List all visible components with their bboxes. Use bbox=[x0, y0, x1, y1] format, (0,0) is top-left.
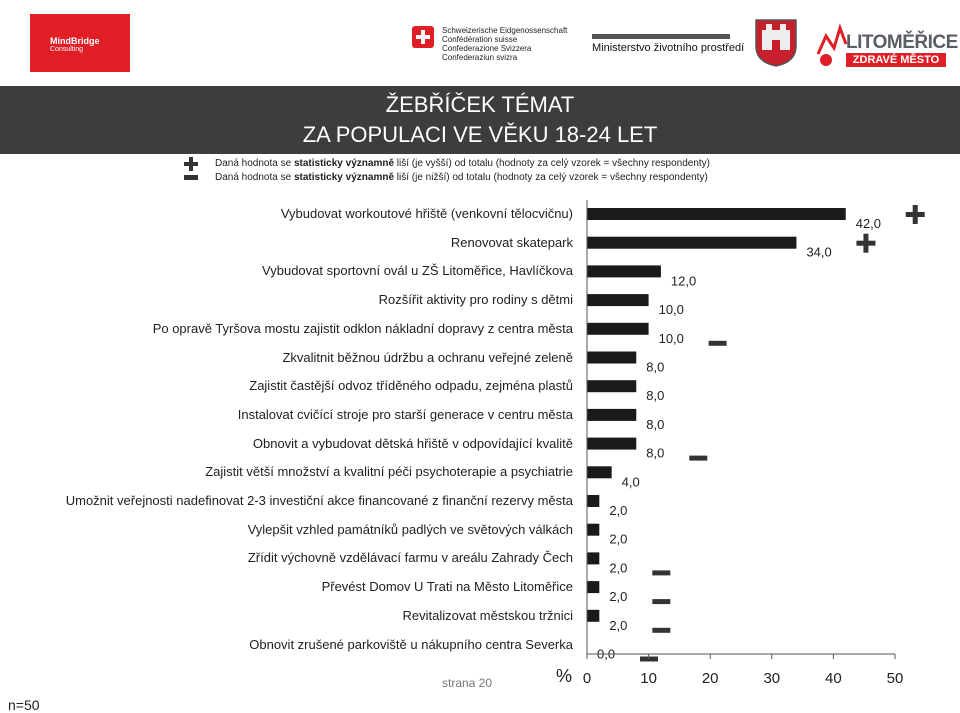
ministry-logo-text: Ministerstvo životního prostředí bbox=[592, 42, 745, 54]
page-number: strana 20 bbox=[442, 676, 493, 690]
value-label: 0,0 bbox=[597, 646, 616, 662]
x-tick-label: 50 bbox=[886, 670, 904, 687]
legend-minus-suffix: liší (je nižší) od totalu (hodnoty za celý vzorek = všechny respondenty) bbox=[394, 172, 708, 183]
legend-plus-suffix: liší (je vyšší) od totalu (hodnoty za celý vzorek = všechny respondenty) bbox=[394, 158, 710, 169]
significance-minus-icon bbox=[652, 570, 670, 575]
legend-minus-bold: statisticky významně bbox=[293, 172, 395, 183]
value-label: 4,0 bbox=[621, 474, 640, 490]
bar bbox=[587, 265, 661, 277]
value-label: 2,0 bbox=[609, 531, 628, 547]
swiss-line: Confederaziun svizra bbox=[442, 53, 518, 62]
category-label: Po opravě Tyršova mostu zajistit odklon nákladní dopravy z centra města bbox=[152, 320, 573, 336]
x-tick-label: 30 bbox=[763, 670, 781, 687]
significance-plus-icon bbox=[856, 241, 875, 246]
value-label: 2,0 bbox=[609, 617, 628, 633]
value-label: 8,0 bbox=[646, 416, 665, 432]
x-tick-label: 0 bbox=[582, 670, 592, 687]
legend-plus-prefix: Daná hodnota se bbox=[215, 158, 294, 169]
x-tick-label: 10 bbox=[640, 670, 657, 687]
significance-minus-icon bbox=[652, 628, 670, 633]
x-tick-label: 20 bbox=[701, 670, 719, 687]
value-label: 10,0 bbox=[658, 330, 684, 346]
mindbridge-logo-sub: Consulting bbox=[50, 46, 84, 53]
value-label: 2,0 bbox=[609, 503, 628, 518]
category-label: Zřídit výchovně vzdělávací farmu v areálu Zahrady Čech bbox=[247, 550, 573, 566]
category-label: Zkvalitnit běžnou údržbu a ochranu veřejné zeleně bbox=[282, 349, 573, 365]
significance-minus-icon bbox=[709, 341, 727, 346]
bar bbox=[587, 524, 599, 536]
swiss-line: Confédération suisse bbox=[442, 35, 518, 44]
value-label: 2,0 bbox=[609, 560, 628, 576]
category-label: Vylepšit vzhled památníků padlých ve světových válkách bbox=[247, 521, 573, 537]
mindbridge-logo-name: MindBridge bbox=[50, 36, 100, 46]
value-label: 8,0 bbox=[646, 388, 665, 404]
category-label: Zajistit větší množství a kvalitní péči psychoterapie a psychiatrie bbox=[205, 464, 573, 480]
bar bbox=[587, 610, 599, 622]
x-tick-label: 40 bbox=[825, 670, 842, 687]
bar bbox=[587, 294, 649, 306]
significance-minus-icon bbox=[652, 599, 670, 604]
page-title-line1: ŽEBŘÍČEK TÉMAT bbox=[385, 92, 575, 117]
sample-size: n=50 bbox=[8, 697, 40, 713]
category-label: Renovovat skatepark bbox=[450, 234, 573, 250]
value-label: 42,0 bbox=[855, 216, 882, 231]
bar bbox=[587, 323, 649, 335]
bar bbox=[587, 581, 599, 593]
bar bbox=[587, 552, 599, 564]
swiss-line: Schweizerische Eidgenossenschaft bbox=[442, 26, 568, 35]
bar bbox=[587, 438, 636, 450]
bar bbox=[587, 208, 846, 220]
significance-minus-icon bbox=[689, 456, 707, 461]
page-title-line2: ZA POPULACI VE VĚKU 18-24 LET bbox=[302, 122, 658, 147]
swiss-line: Confederazione Svizzera bbox=[442, 44, 532, 53]
litomerice-logo-title: LITOMĚŘICE bbox=[846, 32, 958, 53]
category-label: Umožnit veřejnosti nadefinovat 2-3 investiční akce financované z finanční rezervy města bbox=[65, 493, 573, 508]
legend-minus-prefix: Daná hodnota se bbox=[215, 172, 294, 183]
value-label: 8,0 bbox=[646, 445, 665, 461]
significance-plus-icon bbox=[906, 212, 925, 217]
category-label: Vybudovat sportovní ovál u ZŠ Litoměřice, Havlíčkova bbox=[262, 263, 573, 279]
bar bbox=[587, 380, 636, 392]
x-axis-unit-label: % bbox=[556, 666, 573, 686]
category-label: Obnovit zrušené parkoviště u nákupního centra Severka bbox=[249, 636, 573, 652]
litomerice-logo-band: ZDRAVÉ MĚSTO bbox=[846, 53, 946, 67]
value-label: 2,0 bbox=[609, 589, 628, 605]
bar bbox=[587, 495, 599, 507]
value-label: 8,0 bbox=[646, 359, 665, 375]
bar bbox=[587, 237, 796, 249]
category-label: Obnovit a vybudovat dětská hřiště v odpovídající kvalitě bbox=[252, 435, 573, 451]
bar bbox=[587, 352, 636, 364]
category-label: Rozšířit aktivity pro rodiny s dětmi bbox=[378, 292, 573, 308]
bar bbox=[587, 409, 636, 421]
category-label: Instalovat cvičící stroje pro starší generace v centru města bbox=[237, 406, 573, 422]
value-label: 10,0 bbox=[658, 302, 684, 318]
category-label: Převést Domov U Trati na Město Litoměřice bbox=[321, 579, 573, 595]
legend-plus-bold: statisticky významně bbox=[293, 158, 395, 169]
category-label: Revitalizovat městskou tržnici bbox=[402, 607, 573, 623]
category-label: Vybudovat workoutové hřiště (venkovní tělocvičnu) bbox=[280, 206, 573, 221]
bar bbox=[587, 466, 612, 478]
value-label: 12,0 bbox=[670, 273, 697, 289]
value-label: 34,0 bbox=[806, 244, 832, 260]
category-label: Zajistit častější odvoz tříděného odpadu, zejména plastů bbox=[249, 378, 573, 394]
